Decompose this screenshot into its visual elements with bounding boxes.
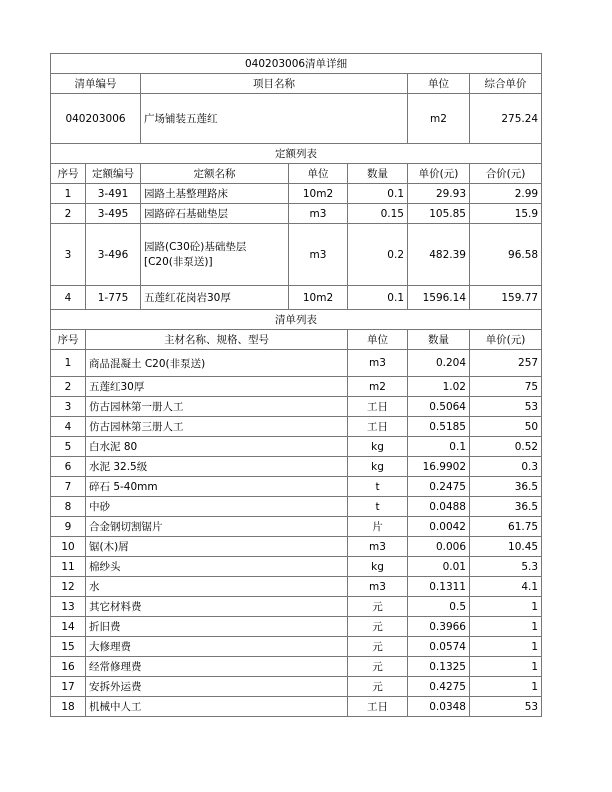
material-row bbox=[51, 677, 542, 697]
material-qty: 0.0348 bbox=[408, 697, 470, 717]
material-unit: 元 bbox=[348, 597, 408, 617]
quota-unit-price: 29.93 bbox=[408, 184, 470, 204]
materials-section-row bbox=[51, 310, 542, 330]
material-seq: 18 bbox=[51, 697, 86, 717]
material-qty: 0.2475 bbox=[408, 477, 470, 497]
quota-code: 3-496 bbox=[86, 224, 141, 286]
material-unit: 工日 bbox=[348, 417, 408, 437]
material-qty: 0.006 bbox=[408, 537, 470, 557]
materials-col-qty: 数量 bbox=[408, 330, 470, 350]
material-unit: kg bbox=[348, 457, 408, 477]
quota-code: 3-491 bbox=[86, 184, 141, 204]
material-seq: 13 bbox=[51, 597, 86, 617]
material-qty: 0.01 bbox=[408, 557, 470, 577]
quota-unit-price: 1596.14 bbox=[408, 286, 470, 310]
materials-col-name: 主材名称、规格、型号 bbox=[86, 330, 348, 350]
quota-seq: 1 bbox=[51, 184, 86, 204]
item-name: 广场铺装五莲红 bbox=[141, 94, 408, 144]
material-unit: m3 bbox=[348, 350, 408, 377]
material-unit-price: 257 bbox=[470, 350, 542, 377]
quota-seq: 3 bbox=[51, 224, 86, 286]
sheet-title: 040203006清单详细 bbox=[51, 54, 542, 74]
material-row bbox=[51, 557, 542, 577]
material-qty: 0.0042 bbox=[408, 517, 470, 537]
material-unit: kg bbox=[348, 437, 408, 457]
materials-col-seq: 序号 bbox=[51, 330, 86, 350]
material-seq: 12 bbox=[51, 577, 86, 597]
material-seq: 17 bbox=[51, 677, 86, 697]
price-header: 综合单价 bbox=[470, 74, 542, 94]
quota-unit: m3 bbox=[289, 224, 348, 286]
quota-unit: 10m2 bbox=[289, 184, 348, 204]
material-row bbox=[51, 597, 542, 617]
material-unit-price: 1 bbox=[470, 637, 542, 657]
material-name: 折旧费 bbox=[86, 617, 348, 637]
material-row bbox=[51, 417, 542, 437]
item-row bbox=[51, 94, 542, 144]
material-unit: kg bbox=[348, 557, 408, 577]
material-qty: 0.204 bbox=[408, 350, 470, 377]
material-row bbox=[51, 697, 542, 717]
material-row bbox=[51, 477, 542, 497]
material-name: 水 bbox=[86, 577, 348, 597]
material-unit: t bbox=[348, 477, 408, 497]
material-qty: 0.0574 bbox=[408, 637, 470, 657]
title-row bbox=[51, 54, 542, 74]
material-name: 碎石 5-40mm bbox=[86, 477, 348, 497]
item-header-row bbox=[51, 74, 542, 94]
material-seq: 14 bbox=[51, 617, 86, 637]
material-unit-price: 1 bbox=[470, 597, 542, 617]
material-seq: 16 bbox=[51, 657, 86, 677]
material-qty: 0.5185 bbox=[408, 417, 470, 437]
material-unit: 工日 bbox=[348, 397, 408, 417]
material-unit: 片 bbox=[348, 517, 408, 537]
material-unit-price: 36.5 bbox=[470, 477, 542, 497]
material-name: 机械中人工 bbox=[86, 697, 348, 717]
material-qty: 0.5064 bbox=[408, 397, 470, 417]
quota-section-row bbox=[51, 144, 542, 164]
material-name: 棉纱头 bbox=[86, 557, 348, 577]
material-row bbox=[51, 657, 542, 677]
material-row bbox=[51, 397, 542, 417]
material-qty: 0.4275 bbox=[408, 677, 470, 697]
material-row bbox=[51, 617, 542, 637]
material-row bbox=[51, 350, 542, 377]
materials-section-title: 清单列表 bbox=[51, 310, 542, 330]
bill-detail-table bbox=[50, 53, 542, 717]
quota-seq: 2 bbox=[51, 204, 86, 224]
material-unit-price: 61.75 bbox=[470, 517, 542, 537]
material-qty: 16.9902 bbox=[408, 457, 470, 477]
material-name: 五莲红30厚 bbox=[86, 377, 348, 397]
material-name: 大修理费 bbox=[86, 637, 348, 657]
material-name: 仿古园林第三册人工 bbox=[86, 417, 348, 437]
quota-col-code: 定额编号 bbox=[86, 164, 141, 184]
material-unit-price: 5.3 bbox=[470, 557, 542, 577]
quota-unit: 10m2 bbox=[289, 286, 348, 310]
quota-unit-price: 482.39 bbox=[408, 224, 470, 286]
material-name: 中砂 bbox=[86, 497, 348, 517]
quota-row bbox=[51, 204, 542, 224]
quota-name: 园路碎石基础垫层 bbox=[141, 204, 289, 224]
material-seq: 11 bbox=[51, 557, 86, 577]
quota-col-name: 定额名称 bbox=[141, 164, 289, 184]
material-name: 锯(木)屑 bbox=[86, 537, 348, 557]
material-name: 水泥 32.5级 bbox=[86, 457, 348, 477]
material-unit-price: 53 bbox=[470, 697, 542, 717]
material-row bbox=[51, 437, 542, 457]
quota-total: 15.9 bbox=[470, 204, 542, 224]
material-row bbox=[51, 517, 542, 537]
material-qty: 1.02 bbox=[408, 377, 470, 397]
material-unit: t bbox=[348, 497, 408, 517]
material-unit: 元 bbox=[348, 617, 408, 637]
material-unit-price: 53 bbox=[470, 397, 542, 417]
quota-header-row bbox=[51, 164, 542, 184]
material-name: 其它材料费 bbox=[86, 597, 348, 617]
material-unit: 元 bbox=[348, 677, 408, 697]
material-unit-price: 50 bbox=[470, 417, 542, 437]
material-seq: 5 bbox=[51, 437, 86, 457]
material-name: 经常修理费 bbox=[86, 657, 348, 677]
material-qty: 0.3966 bbox=[408, 617, 470, 637]
material-seq: 2 bbox=[51, 377, 86, 397]
quota-name: 园路(C30砼)基础垫层[C20(非泵送)] bbox=[141, 224, 289, 286]
quota-name: 园路土基整理路床 bbox=[141, 184, 289, 204]
material-unit-price: 1 bbox=[470, 657, 542, 677]
quota-name: 五莲红花岗岩30厚 bbox=[141, 286, 289, 310]
material-unit-price: 4.1 bbox=[470, 577, 542, 597]
material-unit-price: 10.45 bbox=[470, 537, 542, 557]
material-seq: 7 bbox=[51, 477, 86, 497]
material-seq: 15 bbox=[51, 637, 86, 657]
material-seq: 10 bbox=[51, 537, 86, 557]
material-row bbox=[51, 377, 542, 397]
quota-seq: 4 bbox=[51, 286, 86, 310]
quota-col-unit-price: 单价(元) bbox=[408, 164, 470, 184]
quota-total: 96.58 bbox=[470, 224, 542, 286]
material-unit-price: 0.52 bbox=[470, 437, 542, 457]
material-seq: 4 bbox=[51, 417, 86, 437]
material-unit-price: 75 bbox=[470, 377, 542, 397]
quota-qty: 0.2 bbox=[348, 224, 408, 286]
quota-total: 159.77 bbox=[470, 286, 542, 310]
material-unit: 元 bbox=[348, 637, 408, 657]
material-name: 白水泥 80 bbox=[86, 437, 348, 457]
material-name: 商品混凝土 C20(非泵送) bbox=[86, 350, 348, 377]
material-unit-price: 1 bbox=[470, 617, 542, 637]
item-code: 040203006 bbox=[51, 94, 141, 144]
material-unit: m3 bbox=[348, 537, 408, 557]
material-qty: 0.5 bbox=[408, 597, 470, 617]
quota-col-total: 合价(元) bbox=[470, 164, 542, 184]
material-seq: 1 bbox=[51, 350, 86, 377]
quota-unit: m3 bbox=[289, 204, 348, 224]
material-seq: 3 bbox=[51, 397, 86, 417]
materials-col-unit: 单位 bbox=[348, 330, 408, 350]
quota-section-title: 定额列表 bbox=[51, 144, 542, 164]
quota-row bbox=[51, 184, 542, 204]
material-unit: 元 bbox=[348, 657, 408, 677]
material-row bbox=[51, 497, 542, 517]
material-unit: m2 bbox=[348, 377, 408, 397]
material-name: 仿古园林第一册人工 bbox=[86, 397, 348, 417]
material-qty: 0.1311 bbox=[408, 577, 470, 597]
quota-col-qty: 数量 bbox=[348, 164, 408, 184]
quota-row bbox=[51, 224, 542, 286]
quota-code: 3-495 bbox=[86, 204, 141, 224]
material-seq: 8 bbox=[51, 497, 86, 517]
material-seq: 6 bbox=[51, 457, 86, 477]
materials-header-row bbox=[51, 330, 542, 350]
material-unit-price: 36.5 bbox=[470, 497, 542, 517]
material-seq: 9 bbox=[51, 517, 86, 537]
material-row bbox=[51, 457, 542, 477]
unit-header: 单位 bbox=[408, 74, 470, 94]
material-row bbox=[51, 577, 542, 597]
name-header: 项目名称 bbox=[141, 74, 408, 94]
quota-code: 1-775 bbox=[86, 286, 141, 310]
material-unit-price: 0.3 bbox=[470, 457, 542, 477]
material-unit: m3 bbox=[348, 577, 408, 597]
material-qty: 0.1325 bbox=[408, 657, 470, 677]
quota-qty: 0.1 bbox=[348, 286, 408, 310]
quota-total: 2.99 bbox=[470, 184, 542, 204]
item-unit: m2 bbox=[408, 94, 470, 144]
materials-col-unit-price: 单价(元) bbox=[470, 330, 542, 350]
quota-qty: 0.1 bbox=[348, 184, 408, 204]
material-name: 合金钢切割锯片 bbox=[86, 517, 348, 537]
quota-col-seq: 序号 bbox=[51, 164, 86, 184]
quota-col-unit: 单位 bbox=[289, 164, 348, 184]
material-unit-price: 1 bbox=[470, 677, 542, 697]
quota-row bbox=[51, 286, 542, 310]
code-header: 清单编号 bbox=[51, 74, 141, 94]
item-price: 275.24 bbox=[470, 94, 542, 144]
material-row bbox=[51, 637, 542, 657]
material-name: 安拆外运费 bbox=[86, 677, 348, 697]
material-qty: 0.0488 bbox=[408, 497, 470, 517]
material-row bbox=[51, 537, 542, 557]
material-qty: 0.1 bbox=[408, 437, 470, 457]
quota-unit-price: 105.85 bbox=[408, 204, 470, 224]
quota-qty: 0.15 bbox=[348, 204, 408, 224]
material-unit: 工日 bbox=[348, 697, 408, 717]
